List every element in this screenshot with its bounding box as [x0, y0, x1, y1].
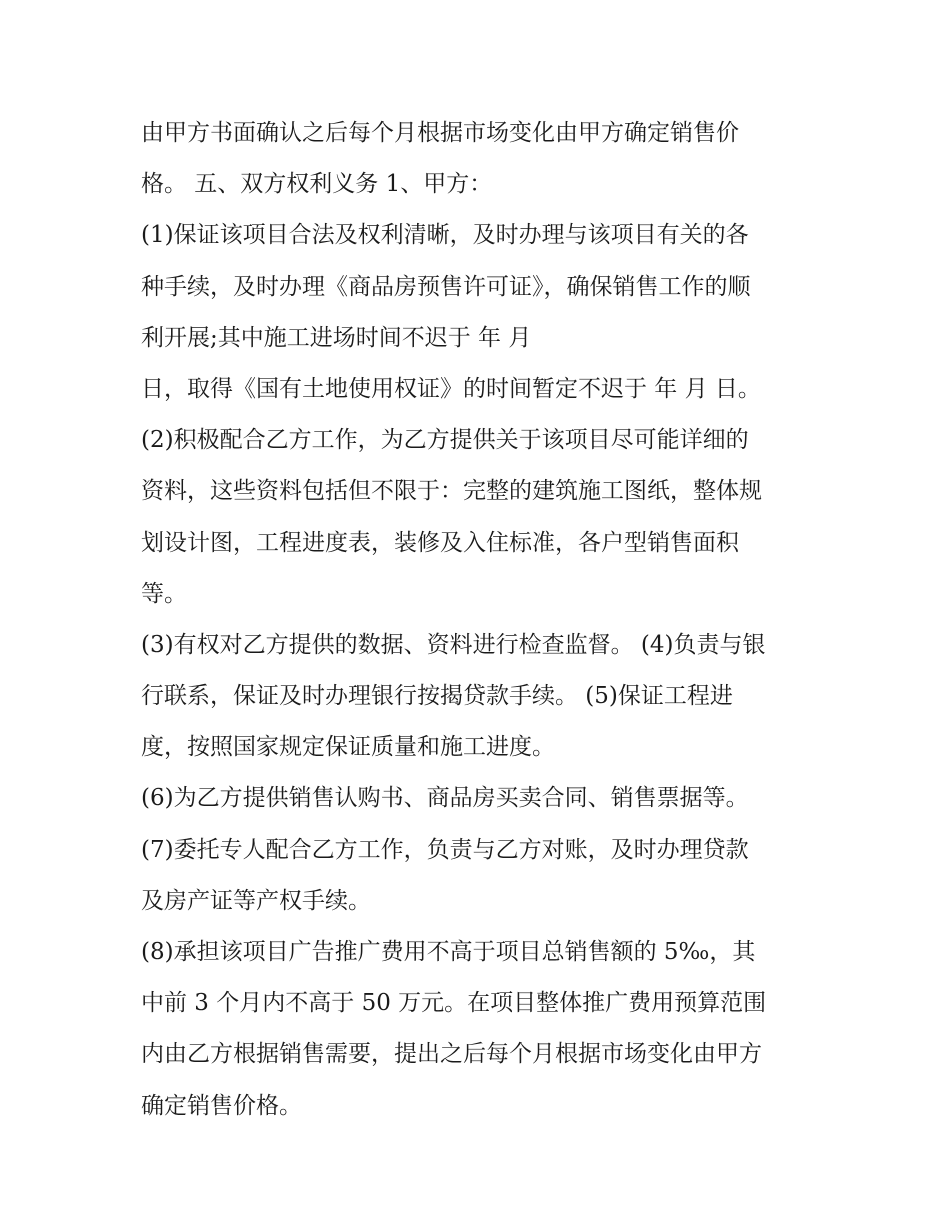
text-line: 由甲方书面确认之后每个月根据市场变化由甲方确定销售价 [141, 120, 739, 146]
text-line: 等。 [141, 580, 187, 607]
text-line: 行联系，保证及时办理银行按揭贷款手续。 (5)保证工程进 [141, 683, 733, 710]
text-line: 种手续，及时办理《商品房预售许可证》，确保销售工作的顺 [141, 273, 751, 300]
text-line: 日，取得《国有土地使用权证》的时间暂定不迟于 年 月 日。 [141, 375, 761, 402]
text-line: 格。 五、双方权利义务 1、甲方： [141, 171, 493, 198]
text-line: (7)委托专人配合乙方工作，负责与乙方对账，及时办理贷款 [141, 836, 749, 863]
text-line: 及房产证等产权手续。 [141, 887, 371, 914]
text-line: 资料，这些资料包括但不限于：完整的建筑施工图纸，整体规 [141, 478, 762, 505]
document-body [141, 108, 831, 1132]
text-line: (6)为乙方提供销售认购书、商品房买卖合同、销售票据等。 [141, 785, 749, 812]
text-line: (2)积极配合乙方工作，为乙方提供关于该项目尽可能详细的 [141, 427, 749, 454]
text-line: (8)承担该项目广告推广费用不高于项目总销售额的 5‰，其 [141, 939, 756, 965]
text-line: 划设计图，工程进度表，装修及入住标准，各户型销售面积 [141, 529, 739, 556]
text-line: 度，按照国家规定保证质量和施工进度。 [141, 734, 555, 761]
text-line: 利开展;其中施工进场时间不迟于 年 月 [141, 324, 532, 351]
text-line: 中前 3 个月内不高于 50 万元。在项目整体推广费用预算范围 [141, 990, 767, 1017]
text-line: 确定销售价格。 [141, 1092, 302, 1119]
text-line: (3)有权对乙方提供的数据、资料进行检查监督。 (4)负责与银 [141, 631, 766, 658]
text-line: (1)保证该项目合法及权利清晰，及时办理与该项目有关的各 [141, 222, 749, 249]
text-line: 内由乙方根据销售需要，提出之后每个月根据市场变化由甲方 [141, 1041, 762, 1068]
